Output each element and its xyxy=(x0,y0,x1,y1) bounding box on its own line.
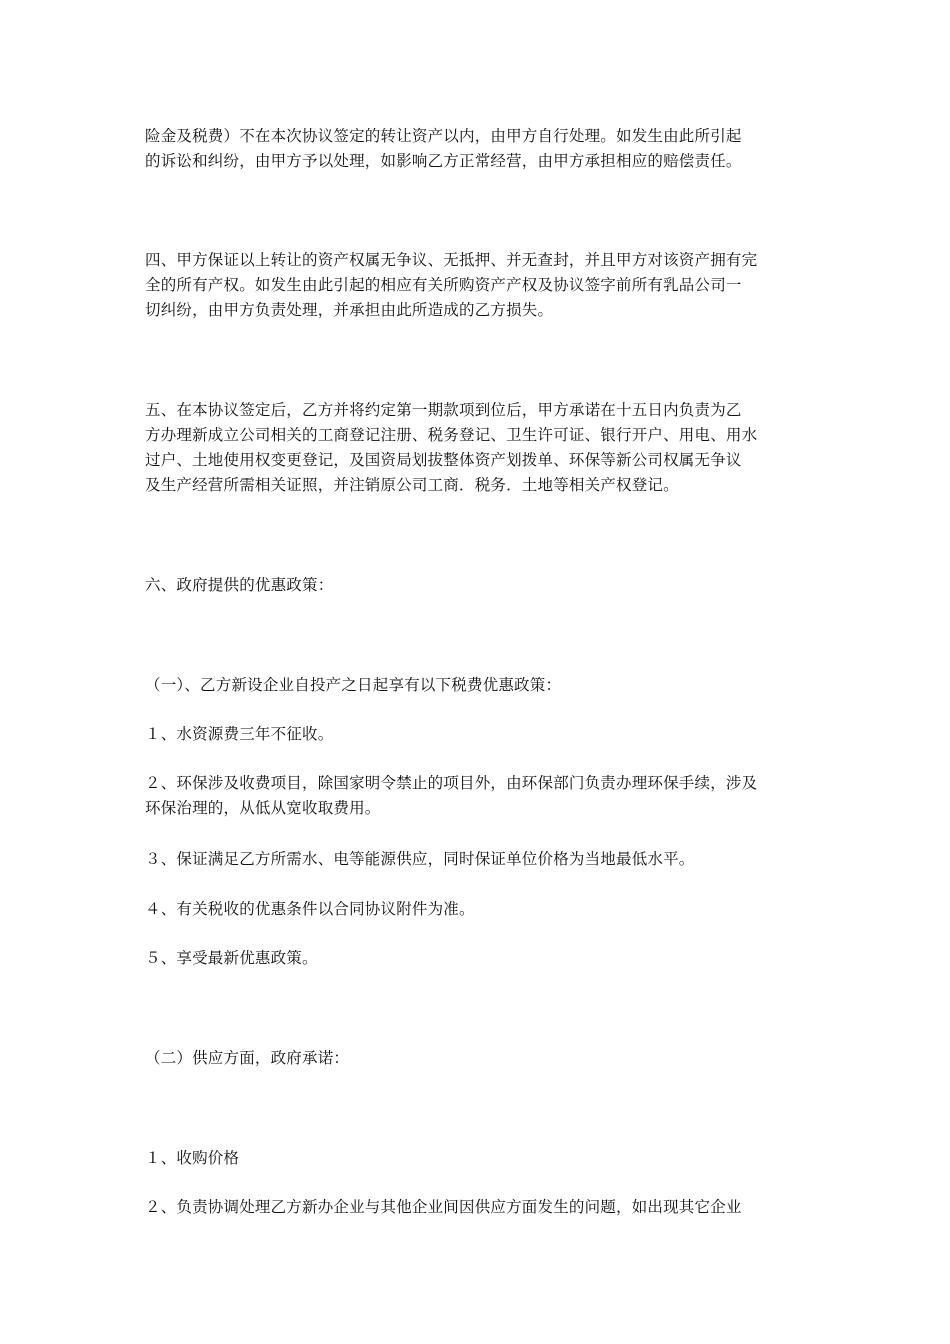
supply-item-2 xyxy=(145,1195,813,1220)
text-line: 四、甲方保证以上转让的资产权属无争议、无抵押、并无查封，并且甲方对该资产拥有完 xyxy=(145,251,758,269)
text-line: 切纠纷，由甲方负责处理，并承担由此所造成的乙方损失。 xyxy=(145,301,554,319)
text-line: ５、享受最新优惠政策。 xyxy=(145,949,318,967)
text-line: １、收购价格 xyxy=(145,1149,240,1167)
list-item-4 xyxy=(145,897,813,922)
text-line: ３、保证满足乙方所需水、电等能源供应，同时保证单位价格为当地最低水平。 xyxy=(145,850,695,868)
text-line: 方办理新成立公司相关的工商登记注册、税务登记、卫生许可证、银行开户、用电、用水 xyxy=(145,426,758,444)
text-line: 过户、土地使用权变更登记，及国资局划拔整体资产划拨单、环保等新公司权属无争议 xyxy=(145,451,742,469)
section-heading-six xyxy=(145,573,813,598)
paragraph-clause-five xyxy=(145,398,813,498)
text-line: 全的所有产权。如发生由此引起的相应有关所购资产产权及协议签字前所有乳品公司一 xyxy=(145,276,742,294)
subsection-heading-one xyxy=(145,673,813,698)
text-line: 及生产经营所需相关证照，并注销原公司工商．税务．土地等相关产权登记。 xyxy=(145,476,679,494)
text-line: 险金及税费）不在本次协议签定的转让资产以内，由甲方自行处理。如发生由此所引起 xyxy=(145,127,742,145)
text-line: 的诉讼和纠纷，由甲方予以处理，如影响乙方正常经营，由甲方承担相应的赔偿责任。 xyxy=(145,152,742,170)
subsection-heading-two xyxy=(145,1046,813,1071)
paragraph-liability-clause xyxy=(145,124,813,174)
text-line: ２、环保涉及收费项目，除国家明令禁止的项目外，由环保部门负责办理环保手续，涉及 xyxy=(145,774,758,792)
text-line: ４、有关税收的优惠条件以合同协议附件为准。 xyxy=(145,900,475,918)
text-line: 六、政府提供的优惠政策： xyxy=(145,576,334,594)
text-line: １、水资源费三年不征收。 xyxy=(145,725,334,743)
list-item-1 xyxy=(145,722,813,747)
text-line: 五、在本协议签定后，乙方并将约定第一期款项到位后，甲方承诺在十五日内负责为乙 xyxy=(145,401,742,419)
list-item-3 xyxy=(145,847,813,872)
text-line: （二）供应方面，政府承诺： xyxy=(145,1049,350,1067)
text-line: （一）、乙方新设企业自投产之日起享有以下税费优惠政策： xyxy=(145,676,562,694)
paragraph-clause-four xyxy=(145,248,813,323)
list-item-5 xyxy=(145,946,813,971)
list-item-2 xyxy=(145,771,813,821)
text-line: ２、负责协调处理乙方新办企业与其他企业间因供应方面发生的问题，如出现其它企业 xyxy=(145,1198,742,1216)
text-line: 环保治理的，从低从宽收取费用。 xyxy=(145,799,381,817)
supply-item-1 xyxy=(145,1146,813,1171)
